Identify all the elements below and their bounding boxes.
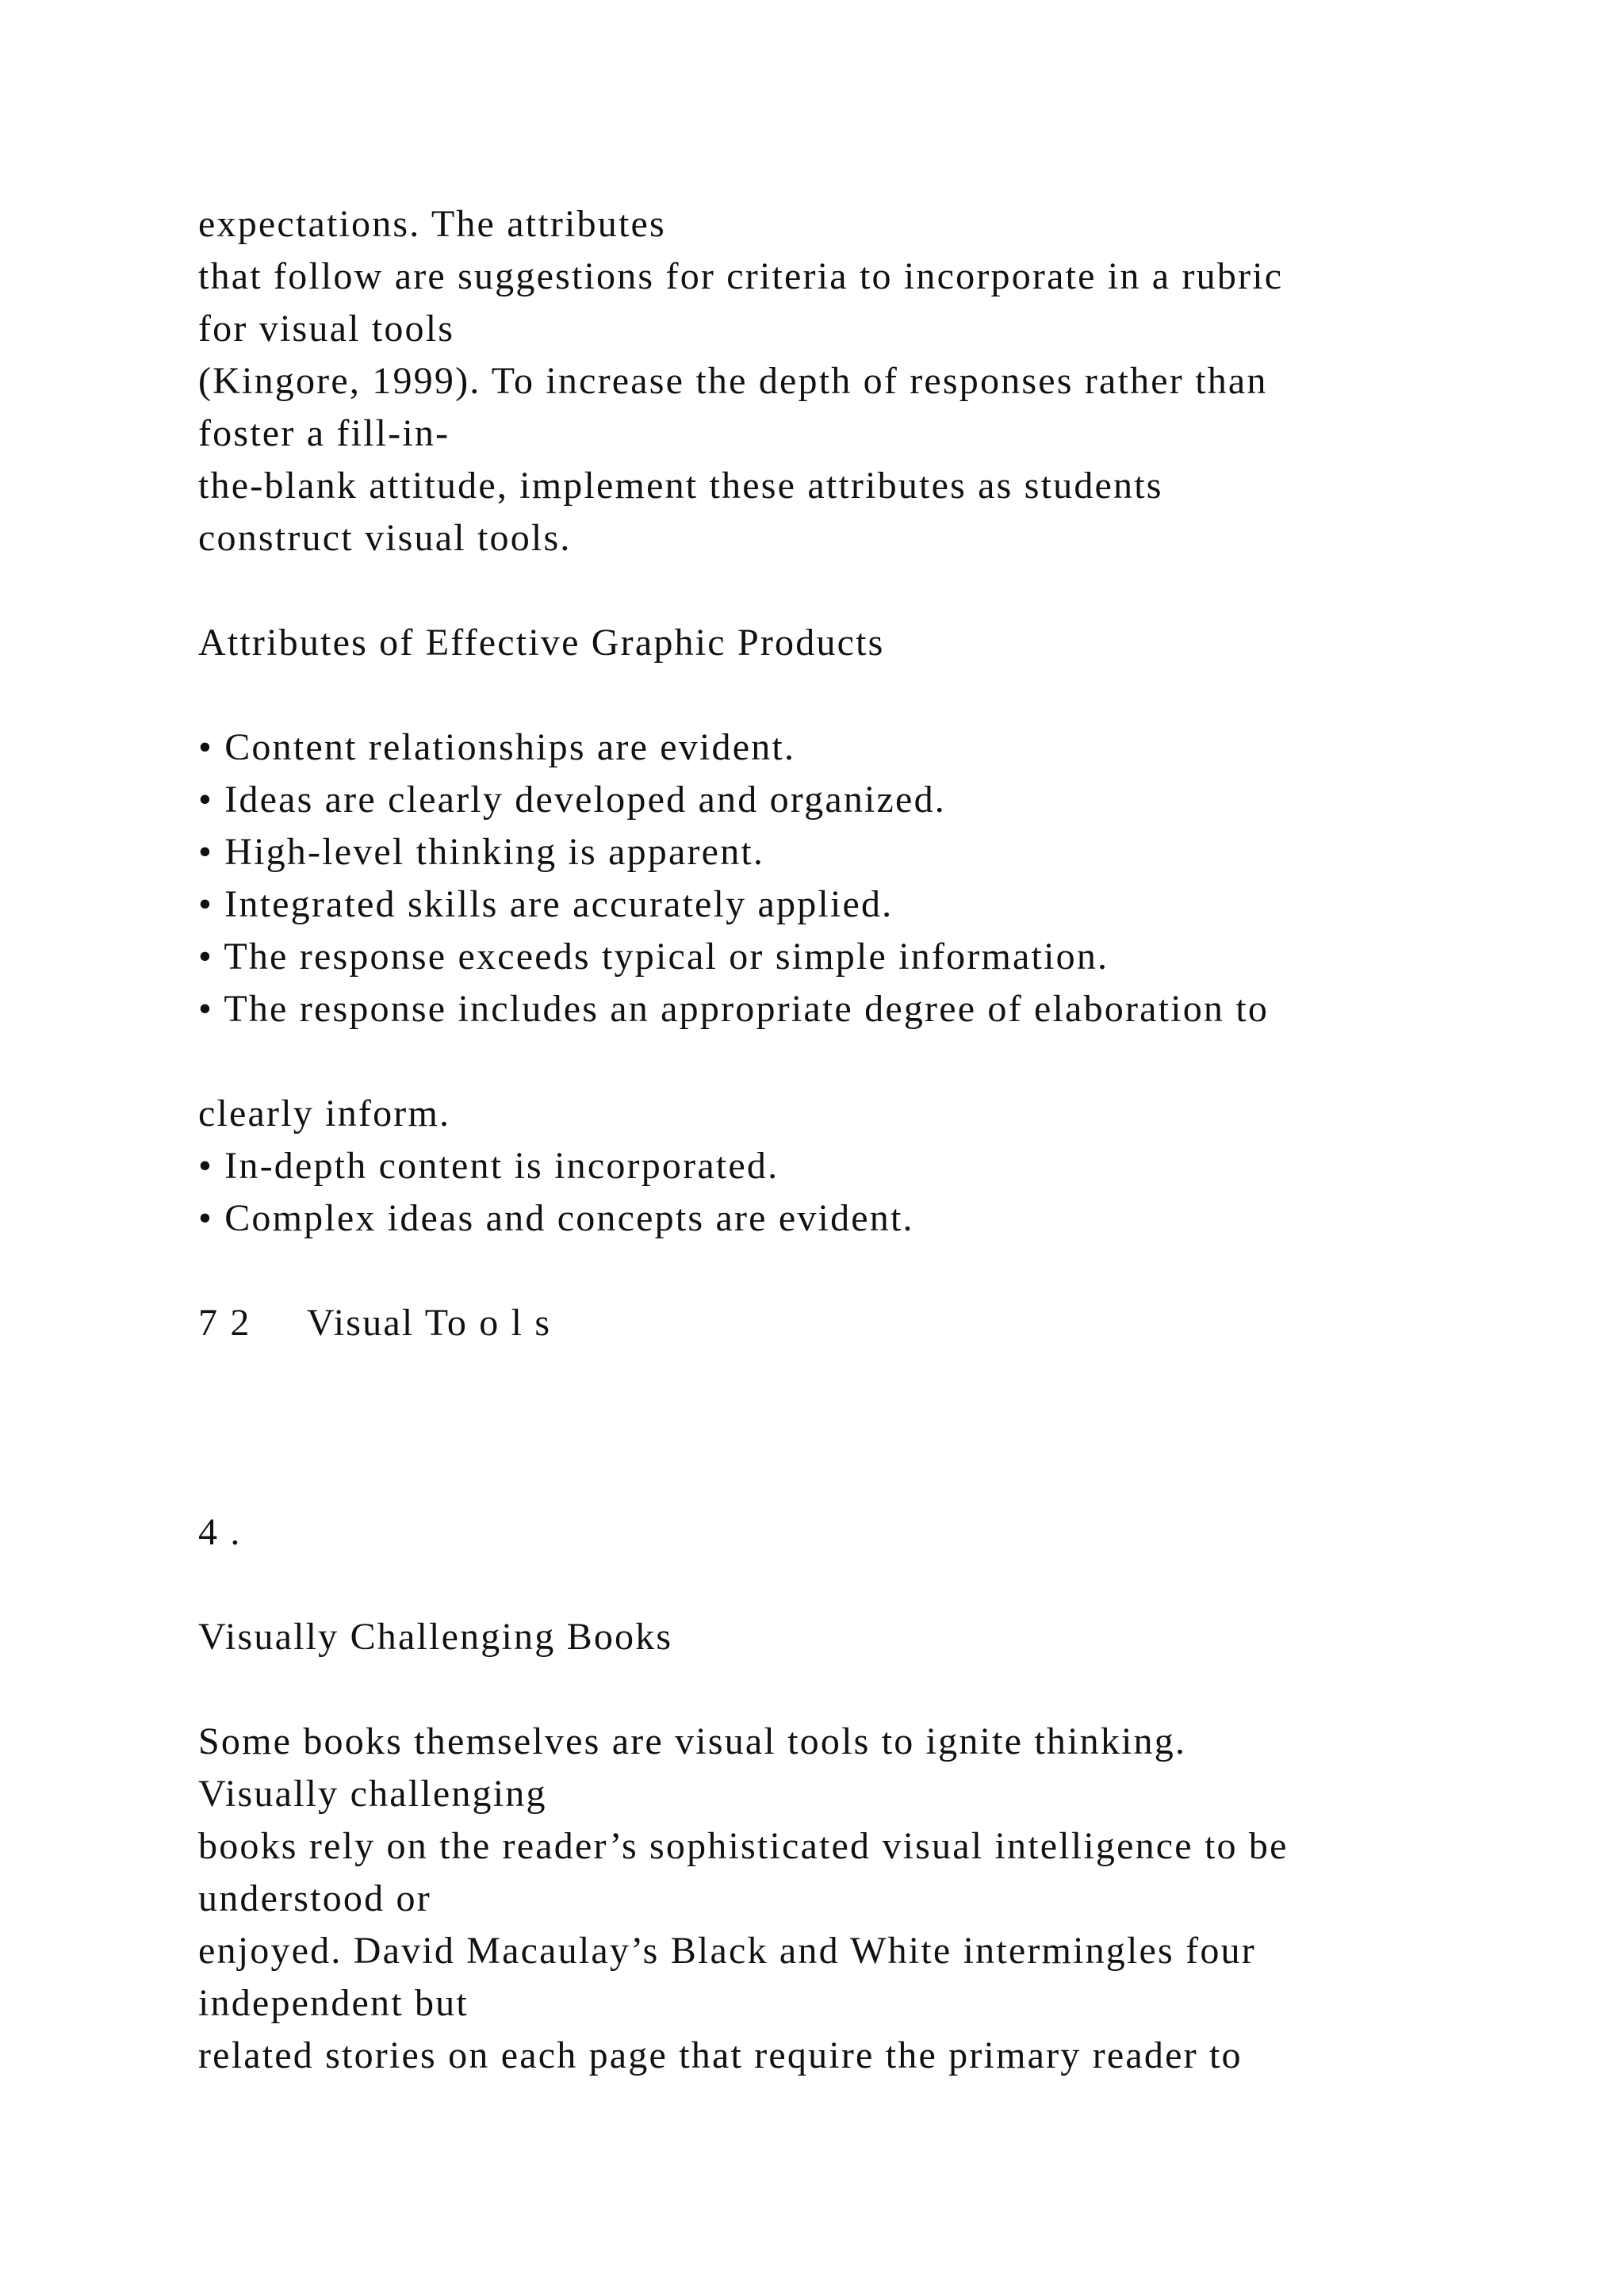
text-line: expectations. The attributes — [198, 203, 666, 245]
bullet-item: • The response exceeds typical or simple information. — [198, 936, 1109, 978]
section-number: 4 . — [198, 1511, 242, 1553]
text-line: for visual tools — [198, 308, 455, 350]
running-footer: 7 2 Visual To o l s — [198, 1302, 552, 1344]
section-heading: Visually Challenging Books — [198, 1616, 673, 1658]
bullet-item: • Content relationships are evident. — [198, 726, 796, 768]
bullet-item: • The response includes an appropriate degree of elaboration to — [198, 988, 1270, 1030]
text-line: that follow are suggestions for criteria to incorporate in a rubric — [198, 255, 1284, 297]
text-line: construct visual tools. — [198, 517, 572, 559]
text-line: related stories on each page that require the primary reader to — [198, 2034, 1243, 2076]
bullet-item: • Ideas are clearly developed and organized. — [198, 779, 946, 821]
text-line: Visually challenging — [198, 1773, 547, 1815]
text-line: independent but — [198, 1982, 469, 2024]
text-line: foster a fill-in- — [198, 412, 450, 454]
bullet-item: • High-level thinking is apparent. — [198, 831, 765, 873]
section-heading: Attributes of Effective Graphic Products — [198, 622, 885, 664]
text-line: Some books themselves are visual tools to ignite thinking. — [198, 1720, 1187, 1762]
text-line: books rely on the reader’s sophisticated visual intelligence to be — [198, 1825, 1289, 1867]
bullet-item: • Integrated skills are accurately applied. — [198, 883, 894, 925]
bullet-item: • Complex ideas and concepts are evident. — [198, 1197, 914, 1239]
text-line: enjoyed. David Macaulay’s Black and White intermingles four — [198, 1930, 1256, 1972]
bullet-item: • In-depth content is incorporated. — [198, 1145, 779, 1187]
text-line: understood or — [198, 1877, 431, 1919]
text-line: the-blank attitude, implement these attributes as students — [198, 465, 1163, 507]
text-line: (Kingore, 1999). To increase the depth of responses rather than — [198, 360, 1268, 402]
text-line: clearly inform. — [198, 1093, 451, 1135]
